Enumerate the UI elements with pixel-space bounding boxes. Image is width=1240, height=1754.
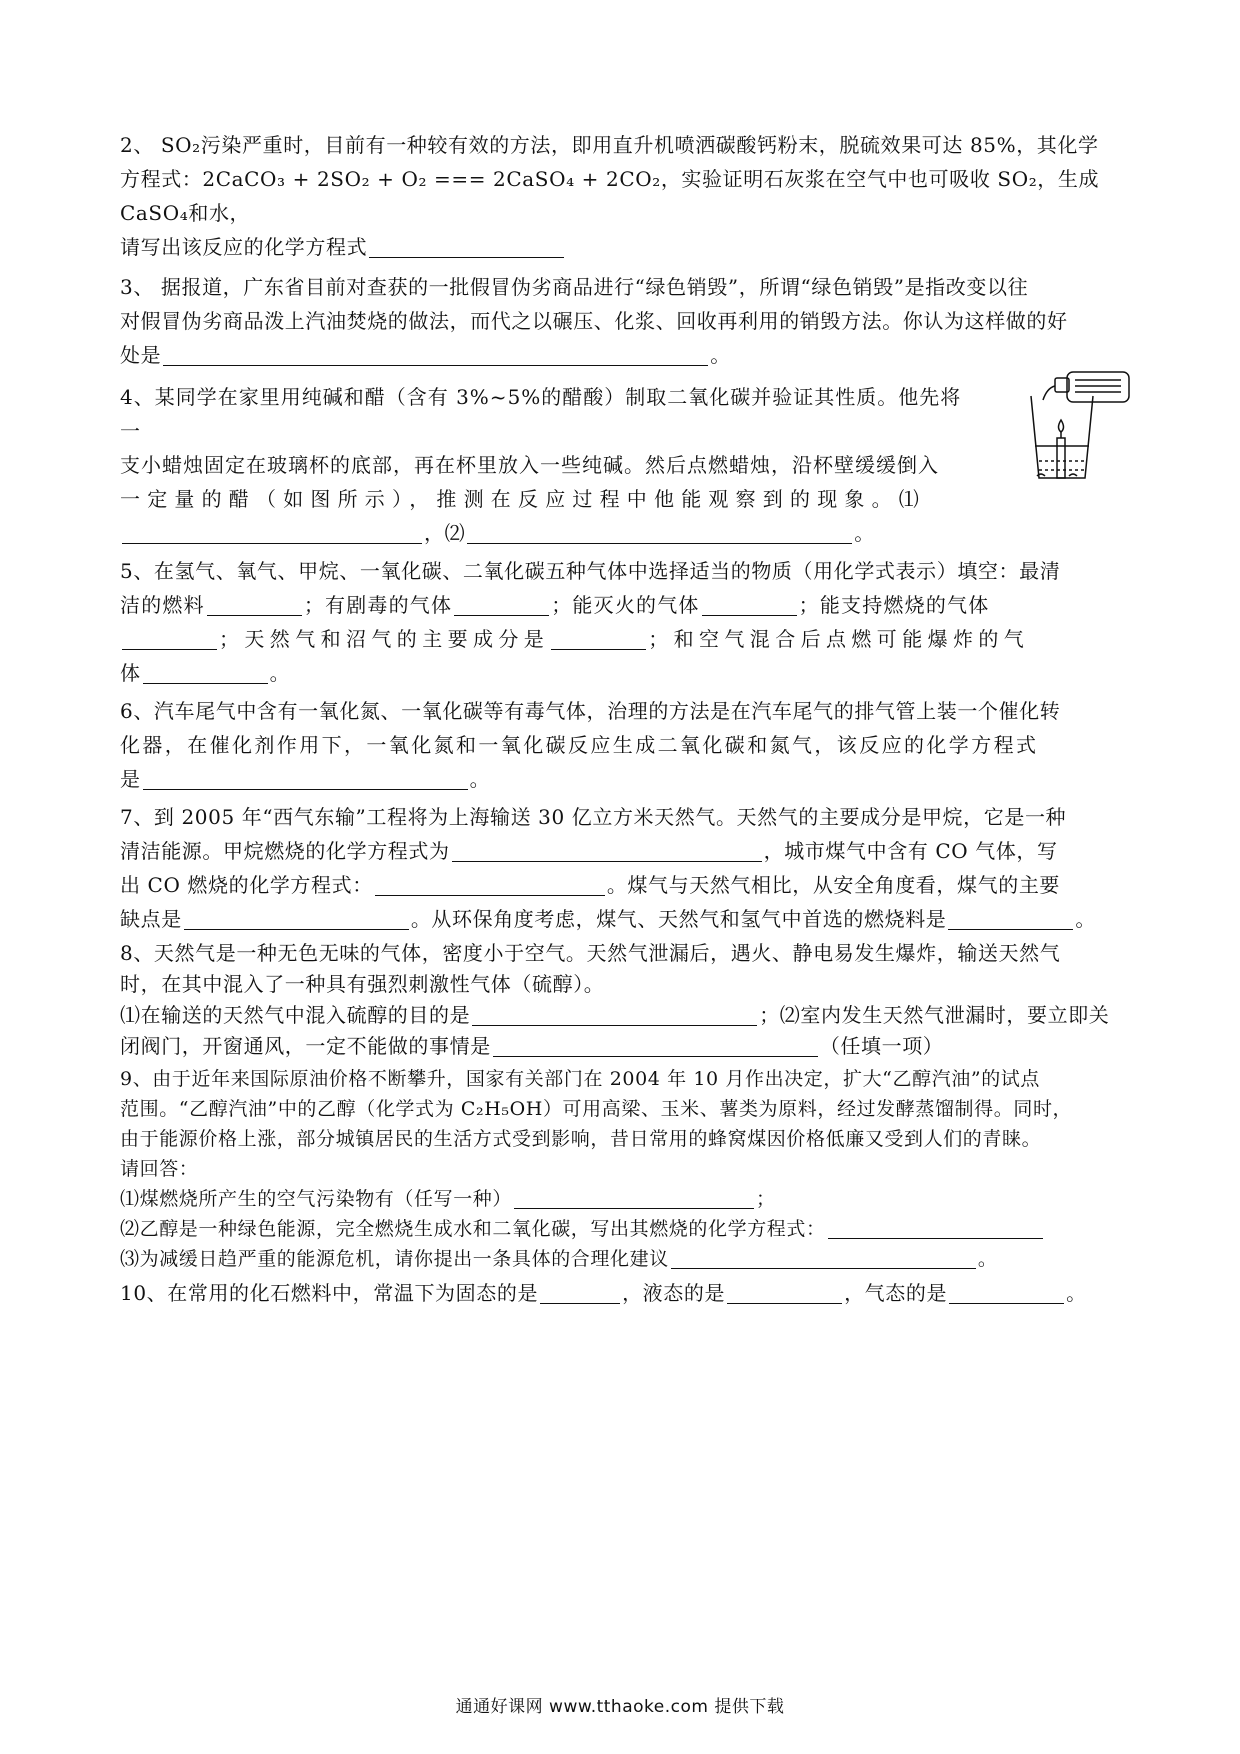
q4-answer-blank-2[interactable] bbox=[467, 521, 852, 544]
q4-line-1: 4、某同学在家里用纯碱和醋（含有 3%~5%的醋酸）制取二氧化碳并验证其性质。他先将一 bbox=[120, 385, 962, 443]
q5-blank-combustion-gas[interactable] bbox=[122, 627, 217, 650]
question-3 bbox=[120, 270, 1130, 372]
q8-line-3: ⑴在输送的天然气中混入硫醇的目的是 ；⑵室内发生天然气泄漏时，要立即关 bbox=[120, 1003, 1110, 1027]
q6-line-1: 6、汽车尾气中含有一氧化氮、一氧化碳等有毒气体，治理的方法是在汽车尾气的排气管上装一个催化转 bbox=[120, 699, 1061, 723]
q8-blank-forbidden-action[interactable] bbox=[493, 1034, 818, 1057]
q5-blank-natural-gas[interactable] bbox=[551, 627, 646, 650]
q4-line-4: ，⑵ 。 bbox=[120, 516, 1130, 550]
q3-line-2: 对假冒伪劣商品泼上汽油焚烧的做法，而代之以碾压、化浆、回收再利用的销毁方法。你认为这样做的好 bbox=[120, 309, 1068, 333]
q10-blank-gas[interactable] bbox=[949, 1281, 1064, 1304]
q4-line-3: 一定量的醋（如图所示），推测在反应过程中他能观察到的现象。⑴ bbox=[120, 487, 926, 511]
q9-blank-ethanol-equation[interactable] bbox=[828, 1216, 1043, 1239]
q8-line-1: 8、天然气是一种无色无味的气体，密度小于空气。天然气泄漏后，遇火、静电易发生爆炸，输送天然气 bbox=[120, 941, 1061, 965]
q7-blank-co-equation[interactable] bbox=[375, 873, 605, 896]
q5-blank-toxic-gas[interactable] bbox=[454, 593, 549, 616]
q5-line-2: 洁的燃料 ；有剧毒的气体 ；能灭火的气体 ；能支持燃烧的气体 bbox=[120, 593, 990, 617]
q7-line-2: 清洁能源。甲烷燃烧的化学方程式为 ，城市煤气中含有 CO 气体，写 bbox=[120, 839, 1058, 863]
question-2 bbox=[120, 128, 1130, 264]
q4-answer-blank-1[interactable] bbox=[122, 521, 422, 544]
question-8 bbox=[120, 938, 1130, 1062]
q2-answer-blank[interactable] bbox=[369, 235, 564, 258]
q8-blank-purpose[interactable] bbox=[472, 1003, 757, 1026]
q7-line-3: 出 CO 燃烧的化学方程式： 。煤气与天然气相比，从安全角度看，煤气的主要 bbox=[120, 873, 1061, 897]
question-6 bbox=[120, 694, 1130, 796]
q2-line-3: 请写出该反应的化学方程式 bbox=[120, 230, 1130, 264]
footer-source-note: 通通好课网 www.tthaoke.com 提供下载 bbox=[455, 1697, 785, 1717]
q4-line-2: 支小蜡烛固定在玻璃杯的底部，再在杯里放入一些纯碱。然后点燃蜡烛，沿杯壁缓缓倒入 bbox=[120, 453, 939, 477]
q3-line-1: 3、 据报道，广东省目前对查获的一批假冒伪劣商品进行“绿色销毁”，所谓“绿色销毁”是指改变以往 bbox=[120, 275, 1029, 299]
q10-blank-solid[interactable] bbox=[540, 1281, 620, 1304]
question-4 bbox=[120, 380, 1130, 550]
q8-line-2: 时，在其中混入了一种具有强烈刺激性气体（硫醇）。 bbox=[120, 972, 605, 996]
q5-line-1: 5、在氢气、氧气、甲烷、一氧化碳、二氧化碳五种气体中选择适当的物质（用化学式表示）填空：最清 bbox=[120, 559, 1061, 583]
q5-blank-clean-fuel[interactable] bbox=[207, 593, 302, 616]
q6-line-3: 是 。 bbox=[120, 767, 491, 791]
q3-line-3: 处是 。 bbox=[120, 343, 731, 367]
q7-blank-drawback[interactable] bbox=[184, 907, 409, 930]
q8-line-4: 闭阀门，开窗通风，一定不能做的事情是 （任填一项） bbox=[120, 1034, 944, 1058]
q5-blank-extinguish-gas[interactable] bbox=[702, 593, 797, 616]
q9-line-6: ⑵乙醇是一种绿色能源，完全燃烧生成水和二氧化碳，写出其燃烧的化学方程式： bbox=[120, 1214, 1130, 1244]
q9-line-3: 由于能源价格上涨，部分城镇居民的生活方式受到影响，昔日常用的蜂窝煤因价格低廉又受到人们的青睐。 bbox=[120, 1128, 1042, 1150]
q9-line-7: ⑶为减缓日趋严重的能源危机，请你提出一条具体的合理化建议 。 bbox=[120, 1248, 998, 1270]
q7-blank-methane-equation[interactable] bbox=[452, 839, 762, 862]
q9-line-1: 9、由于近年来国际原油价格不断攀升，国家有关部门在 2004 年 10 月作出决定，扩大“乙醇汽油”的试点 bbox=[120, 1068, 1041, 1090]
q10-line: 10、在常用的化石燃料中，常温下为固态的是 ，液态的是 ，气态的是 。 bbox=[120, 1281, 1087, 1305]
q7-line-4: 缺点是 。从环保角度考虑，煤气、天然气和氢气中首选的燃烧料是 。 bbox=[120, 907, 1097, 931]
question-5 bbox=[120, 554, 1130, 690]
cup-candle-vinegar-figure bbox=[1025, 366, 1135, 486]
q9-blank-suggestion[interactable] bbox=[671, 1246, 976, 1269]
q7-line-1: 7、到 2005 年“西气东输”工程将为上海输送 30 亿立方米天然气。天然气的主要成分是甲烷，它是一种 bbox=[120, 805, 1067, 829]
q9-line-5: ⑴煤燃烧所产生的空气污染物有（任写一种） ； bbox=[120, 1188, 776, 1210]
q9-blank-pollutant[interactable] bbox=[514, 1186, 754, 1209]
q9-line-2: 范围。“乙醇汽油”中的乙醇（化学式为 C₂H₅OH）可用高梁、玉米、薯类为原料，经过发酵蒸馏制得。同时， bbox=[120, 1098, 1073, 1120]
q7-blank-preferred-fuel[interactable] bbox=[948, 907, 1073, 930]
q6-answer-blank[interactable] bbox=[143, 767, 468, 790]
q5-blank-explosive-gas[interactable] bbox=[143, 661, 268, 684]
q2-line-1: 2、 SO₂污染严重时，目前有一种较有效的方法，即用直升机喷洒碳酸钙粉末，脱硫效果可达 85%，其化学 bbox=[120, 133, 1099, 157]
worksheet bbox=[120, 128, 1130, 1310]
q5-line-3: ；天然气和沼气的主要成分是 ；和空气混合后点燃可能爆炸的气 bbox=[120, 622, 1130, 656]
question-10 bbox=[120, 1276, 1130, 1310]
question-7 bbox=[120, 800, 1130, 936]
q2-line-2: 方程式：2CaCO₃ + 2SO₂ + O₂ === 2CaSO₄ + 2CO₂，实验证明石灰浆在空气中也可吸收 SO₂，生成 CaSO₄和水， bbox=[120, 167, 1100, 225]
q10-blank-liquid[interactable] bbox=[727, 1281, 842, 1304]
q9-line-4: 请回答： bbox=[120, 1158, 199, 1180]
question-9 bbox=[120, 1064, 1130, 1274]
q6-line-2: 化器，在催化剂作用下，一氧化氮和一氧化碳反应生成二氧化碳和氮气，该反应的化学方程式 bbox=[120, 733, 1039, 757]
q3-answer-blank[interactable] bbox=[163, 343, 708, 366]
q5-line-4: 体 。 bbox=[120, 661, 291, 685]
